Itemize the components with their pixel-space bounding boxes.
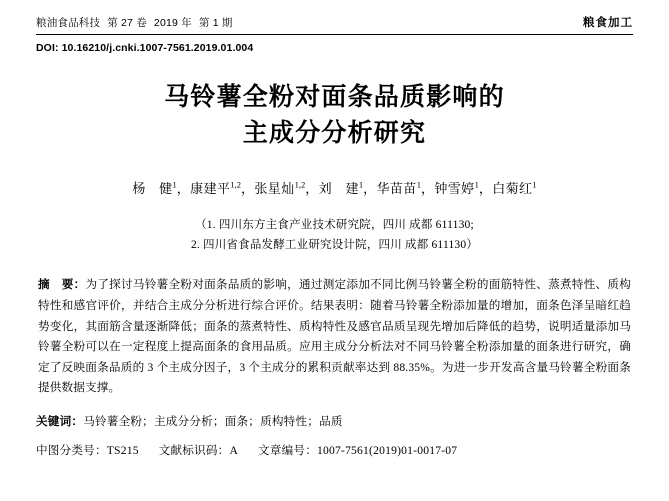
author-affil-marker: 1 bbox=[416, 179, 421, 190]
classification-block bbox=[36, 442, 633, 458]
author-item: 华苗苗$^1$， bbox=[376, 179, 435, 196]
abstract-label: 摘 要： bbox=[38, 278, 86, 292]
section-label: 粮食加工 bbox=[583, 17, 633, 29]
title-line-1: 马铃薯全粉对面条品质影响的 bbox=[164, 84, 505, 111]
affiliation-block bbox=[36, 215, 633, 255]
author-name: 康建平 bbox=[190, 181, 231, 196]
issue-label: 第 1 期 bbox=[198, 17, 233, 29]
article-id-label: 文章编号： bbox=[258, 444, 318, 457]
author-name: 张星灿 bbox=[254, 181, 295, 196]
volume-label: 第 27 卷 bbox=[107, 17, 147, 29]
author-affil-marker: 1 bbox=[532, 179, 537, 190]
author-item: 张星灿$^{1,2}$， bbox=[254, 179, 319, 196]
affiliation-item: 2. 四川省食品发酵工业研究设计院，四川 成都 611130） bbox=[190, 239, 479, 252]
author-name: 杨 健 bbox=[132, 181, 173, 196]
author-affil-marker: 1,2 bbox=[230, 179, 241, 190]
keywords-block bbox=[36, 413, 633, 429]
author-item: 康建平$^{1,2}$， bbox=[190, 179, 255, 196]
header-divider bbox=[36, 34, 633, 35]
author-item: 杨 健$^1$， bbox=[132, 179, 191, 196]
year-label: 2019 年 bbox=[153, 17, 192, 29]
author-name: 刘 建 bbox=[318, 181, 359, 196]
author-item: 钟雪婷$^1$， bbox=[434, 179, 493, 196]
author-name: 钟雪婷 bbox=[434, 181, 475, 196]
title-line-2: 主成分分析研究 bbox=[242, 119, 427, 147]
clc-label: 中图分类号： bbox=[36, 444, 107, 457]
author-affil-marker: 1 bbox=[358, 179, 364, 190]
running-head bbox=[36, 14, 633, 30]
author-affil-marker: 1 bbox=[172, 179, 177, 190]
page-title bbox=[36, 80, 633, 151]
abstract-text: 为了探讨马铃薯全粉对面条品质的影响，通过测定添加不同比例马铃薯全粉的面筋特性、蒸煮特性、质构特性和感官评价，并结合主成分分析进行综合评价。结果表明：随着马铃薯全粉添加量的增加，面条色泽呈暗红趋势变化，其面筋含量逐渐降低；面条的蒸煮特性、质构特性及感官品质呈现先增加后降低的趋势，说明适量添加马铃薯全粉可以在一定程度上提高面条的食用品质。应用主成分分析法对不同马铃薯全粉添加量的面条进行研究，确定了反映面条品质的 3 个主成分因子，3 个主成分的累积贡献率达到 88.35%。为进一步开发高含量马铃薯全粉面条提供数据支撑。 bbox=[38, 278, 631, 395]
author-item bbox=[492, 181, 536, 196]
author-affil-marker: 1 bbox=[474, 179, 479, 190]
running-head-left bbox=[36, 15, 240, 30]
author-list bbox=[36, 178, 633, 197]
keywords-text: 马铃薯全粉；主成分分析；面条；质构特性；品质 bbox=[83, 415, 343, 428]
author-item: 刘 建$^1$， bbox=[318, 179, 377, 196]
doccode-label: 文献标识码： bbox=[158, 444, 230, 457]
doi-line: DOI: 10.16210/j.cnki.1007-7561.2019.01.004 bbox=[36, 42, 254, 54]
abstract-block bbox=[36, 275, 633, 399]
journal-name: 粮油食品科技 bbox=[36, 17, 101, 29]
author-name: 华苗苗 bbox=[376, 181, 417, 196]
article-id-value: 1007-7561(2019)01-0017-07 bbox=[317, 444, 458, 457]
doccode-value: A bbox=[229, 444, 239, 457]
affiliation-item: （1. 四川东方主食产业技术研究院，四川 成都 611130; bbox=[195, 219, 474, 231]
clc-value: TS215 bbox=[106, 444, 139, 457]
author-affil-marker: 1,2 bbox=[294, 179, 306, 190]
keywords-label: 关键词： bbox=[36, 415, 84, 428]
author-name: 白菊红 bbox=[492, 181, 533, 196]
